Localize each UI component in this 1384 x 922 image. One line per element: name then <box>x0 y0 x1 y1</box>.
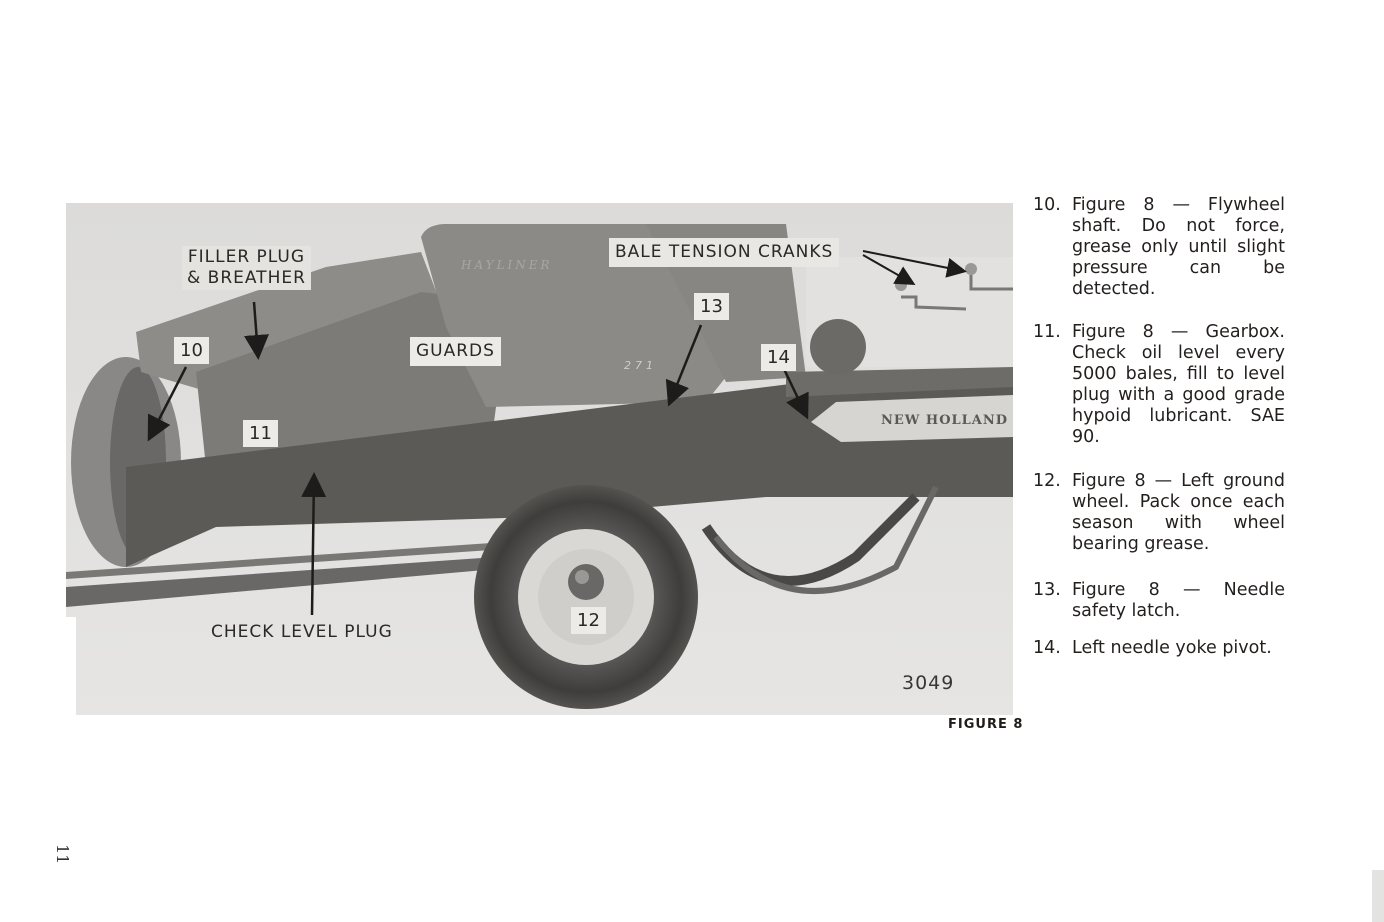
item-text: Left needle yoke pivot. <box>1072 638 1272 658</box>
callout-filler-plug-breather <box>182 246 311 290</box>
callout-filler-plug-line2: & BREATHER <box>187 268 306 288</box>
callout-12: 12 <box>571 607 606 634</box>
item-number: 13. <box>1033 580 1061 600</box>
item-number: 11. <box>1033 322 1061 342</box>
item-text: Figure 8 — Needle safety latch. <box>1072 580 1285 621</box>
item-number: 12. <box>1033 471 1061 491</box>
photo-id: 3049 <box>902 672 955 694</box>
figure-8-photo <box>66 197 1013 715</box>
new-holland-marking: NEW HOLLAND <box>881 413 1009 428</box>
instruction-item-10 <box>1033 195 1285 300</box>
instruction-item-13 <box>1033 580 1285 622</box>
model-271-marking: 271 <box>624 359 657 372</box>
instruction-item-12 <box>1033 471 1285 555</box>
callout-10: 10 <box>174 337 209 364</box>
callout-11: 11 <box>243 420 278 447</box>
scan-edge-mark <box>1372 870 1384 922</box>
instruction-item-14 <box>1033 638 1285 659</box>
item-number: 14. <box>1033 638 1061 658</box>
callout-check-level-plug: CHECK LEVEL PLUG <box>211 622 393 642</box>
callout-guards: GUARDS <box>410 337 501 366</box>
item-number: 10. <box>1033 195 1061 215</box>
item-text: Figure 8 — Gearbox. Check oil level every 5000 bales, fill to level plug with a good grade hypoid lubricant. SAE 90. <box>1072 322 1285 447</box>
page-number: 11 <box>53 844 72 865</box>
item-text: Figure 8 — Flywheel shaft. Do not force, grease only until slight pressure can be detected. <box>1072 195 1285 299</box>
item-text: Figure 8 — Left ground wheel. Pack once each season with wheel bearing grease. <box>1072 471 1285 554</box>
callout-filler-plug-line1: FILLER PLUG <box>187 247 306 267</box>
figure-caption: FIGURE 8 <box>948 717 1024 732</box>
lubrication-instructions <box>1033 195 1285 681</box>
callout-bale-tension-cranks: BALE TENSION CRANKS <box>609 238 839 267</box>
callout-13: 13 <box>694 293 729 320</box>
instruction-item-11 <box>1033 322 1285 448</box>
callout-14: 14 <box>761 344 796 371</box>
hayliner-marking: HAYLINER <box>461 258 553 272</box>
